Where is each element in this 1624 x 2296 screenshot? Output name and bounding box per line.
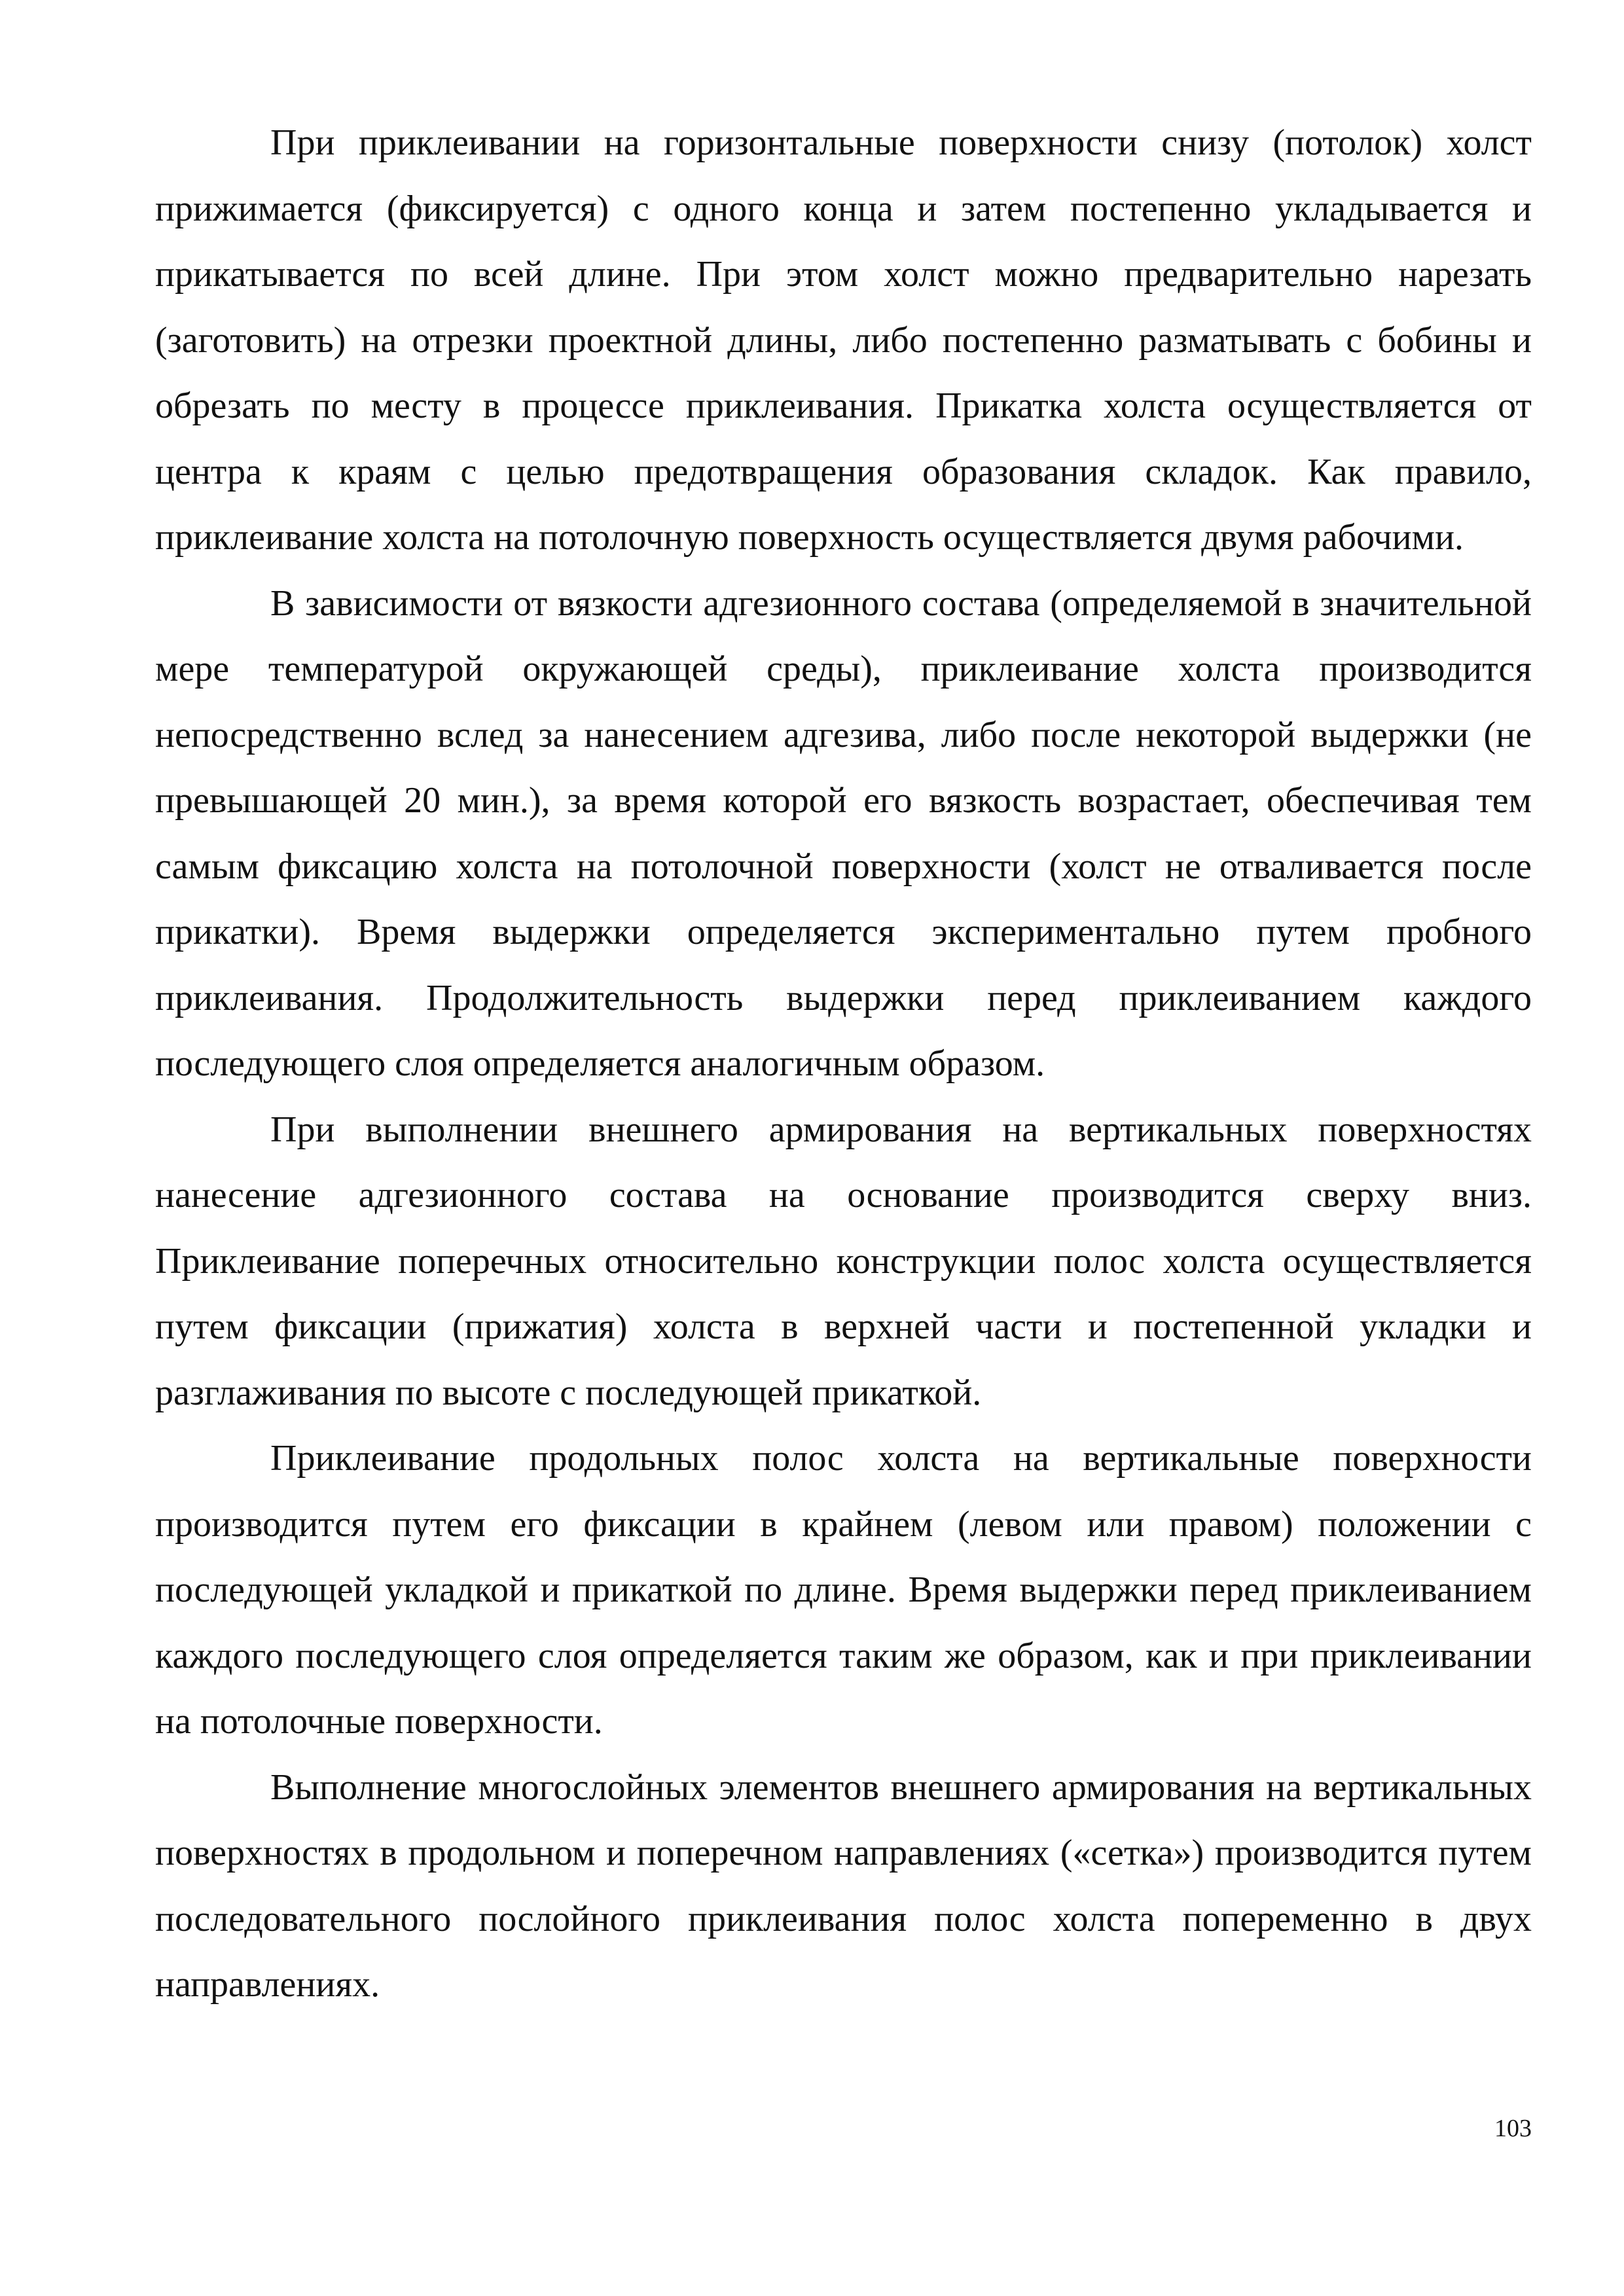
- document-body: [155, 110, 1532, 2018]
- paragraph-multilayer-grid: Выполнение многослойных элементов внешнего армирования на вертикальных поверхностях в продольном и поперечном направлениях («сетка») производится путем последовательного послойного приклеивания полос холста попеременно в двух направлениях.: [155, 1767, 1532, 2005]
- paragraph-longitudinal-strips: Приклеивание продольных полос холста на вертикальные поверхности производится путем его фиксации в крайнем (левом или правом) положении с последующей укладкой и прикаткой по длине. Время выдержки перед приклеиванием каждого последующего слоя определяется таким же образом, как и при приклеивании на потолочные поверхности.: [155, 1438, 1532, 1742]
- paragraph-vertical-reinforcement: При выполнении внешнего армирования на вертикальных поверхностях нанесение адгезионного состава на основание производится сверху вниз. Приклеивание поперечных относительно конструкции полос холста осуществляется путем фиксации (прижатия) холста в верхней части и постепенной укладки и разглаживания по высоте с последующей прикаткой.: [155, 1109, 1532, 1413]
- paragraph-adhesive-viscosity: В зависимости от вязкости адгезионного состава (определяемой в значительной мере температурой окружающей среды), приклеивание холста производится непосредственно вслед за нанесением адгезива, либо после некоторой выдержки (не превышающей 20 мин.), за время которой его вязкость возрастает, обеспечивая тем самым фиксацию холста на потолочной поверхности (холст не отваливается после прикатки). Время выдержки определяется экспериментально путем пробного приклеивания. Продолжительность выдержки перед приклеиванием каждого последующего слоя определяется аналогичным образом.: [155, 583, 1532, 1084]
- page-number: 103: [1494, 2115, 1532, 2142]
- paragraph-ceiling-application: При приклеивании на горизонтальные поверхности снизу (потолок) холст прижимается (фиксируется) с одного конца и затем постепенно укладывается и прикатывается по всей длине. При этом холст можно предварительно нарезать (заготовить) на отрезки проектной длины, либо постепенно разматывать с бобины и обрезать по месту в процессе приклеивания. Прикатка холста осуществляется от центра к краям с целью предотвращения образования складок. Как правило, приклеивание холста на потолочную поверхность осуществляется двумя рабочими.: [155, 122, 1532, 558]
